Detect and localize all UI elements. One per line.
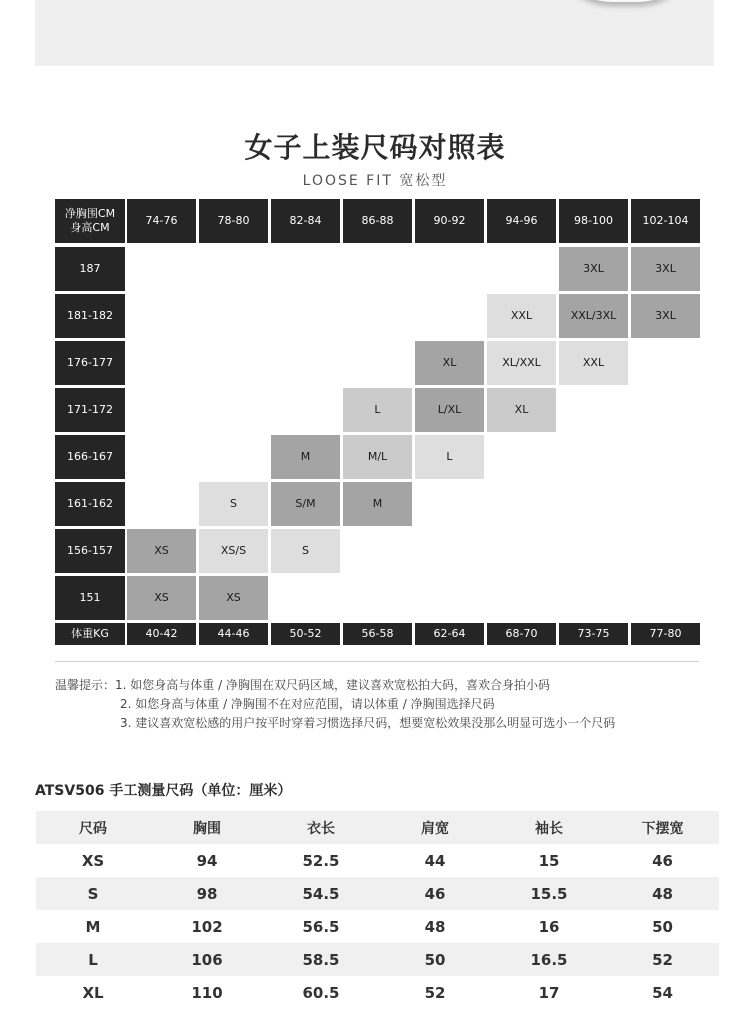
table-cell: 54.5 <box>264 877 378 910</box>
height-range-header: 161-162 <box>55 482 125 526</box>
size-cell: XXL/3XL <box>559 294 628 338</box>
size-cell: XS/S <box>199 529 268 573</box>
chest-range-header: 94-96 <box>487 199 556 243</box>
corner-header <box>55 199 125 243</box>
column-header: 肩宽 <box>378 811 492 844</box>
chest-range-header: 102-104 <box>631 199 700 243</box>
tip-1: 1. 如您身高与体重 / 净胸围在双尺码区域，建议喜欢宽松拍大码，喜欢合身拍小码 <box>115 678 550 692</box>
weight-range-header: 50-52 <box>271 623 340 645</box>
table-cell: 48 <box>424 917 446 936</box>
weight-range-header: 40-42 <box>127 623 196 645</box>
size-cell: XXL <box>559 341 628 385</box>
size-chart-subtitle: LOOSE FIT 宽松型 <box>302 173 448 189</box>
table-cell: 58.5 <box>264 943 378 976</box>
table-cell: 52.5 <box>302 851 340 870</box>
divider <box>55 661 699 662</box>
tips-prefix: 温馨提示： <box>55 678 116 692</box>
table-cell: 46 <box>652 851 673 870</box>
chest-range-header: 98-100 <box>559 199 628 243</box>
size-cell: XXL <box>487 294 556 338</box>
table-row <box>36 976 719 1009</box>
table-cell: 98 <box>150 877 264 910</box>
chest-range-header: 82-84 <box>271 199 340 243</box>
table-row <box>36 943 719 976</box>
size-cell: XL/XXL <box>487 341 556 385</box>
height-range-header: 166-167 <box>55 435 125 479</box>
size-cell: L <box>415 435 484 479</box>
table-row <box>36 877 719 910</box>
measurement-table <box>36 811 719 1009</box>
weight-range-header: 68-70 <box>487 623 556 645</box>
table-cell: 48 <box>606 877 719 910</box>
column-header: 尺码 <box>36 811 150 844</box>
size-cell: M <box>271 435 340 479</box>
size-cell: XL <box>487 388 556 432</box>
table-cell: 102 <box>191 917 223 936</box>
table-cell: 52 <box>424 983 446 1002</box>
table-cell: 44 <box>424 851 446 870</box>
tips <box>55 676 615 733</box>
weight-range-header: 73-75 <box>559 623 628 645</box>
product-image-fragment <box>550 0 700 2</box>
size-cell: XS <box>127 576 196 620</box>
size-cell: S/M <box>271 482 340 526</box>
table-cell: 54 <box>652 983 673 1002</box>
table-cell: 50 <box>378 943 492 976</box>
weight-range-header: 44-46 <box>199 623 268 645</box>
column-header: 下摆宽 <box>606 811 719 844</box>
size-cell: XL <box>415 341 484 385</box>
table-cell: 106 <box>150 943 264 976</box>
tip-3: 3. 建议喜欢宽松感的用户按平时穿着习惯选择尺码，想要宽松效果没那么明显可选小一个尺码 <box>120 716 616 730</box>
table-cell: M <box>85 917 101 936</box>
size-cell: L <box>343 388 412 432</box>
size-cell: S <box>199 482 268 526</box>
size-cell: 3XL <box>559 247 628 291</box>
height-header-label: 身高CM <box>70 221 110 234</box>
chest-range-header: 86-88 <box>343 199 412 243</box>
table-cell: 50 <box>652 917 673 936</box>
table-cell: 17 <box>538 983 560 1002</box>
table-header-row <box>36 811 719 844</box>
table-cell: XS <box>81 851 105 870</box>
column-header: 衣长 <box>264 811 378 844</box>
weight-range-header: 56-58 <box>343 623 412 645</box>
size-chart-title: 女子上装尺码对照表 <box>244 131 506 164</box>
size-cell: L/XL <box>415 388 484 432</box>
weight-range-header: 77-80 <box>631 623 700 645</box>
chest-range-header: 74-76 <box>127 199 196 243</box>
chest-range-header: 78-80 <box>199 199 268 243</box>
chest-range-header: 90-92 <box>415 199 484 243</box>
size-cell: XS <box>199 576 268 620</box>
chest-header-label: 净胸围CM <box>64 207 116 221</box>
measurement-title: ATSV506 手工测量尺码（单位：厘米） <box>35 783 292 799</box>
height-range-header: 181-182 <box>55 294 125 338</box>
size-cell: M/L <box>343 435 412 479</box>
height-range-header: 156-157 <box>55 529 125 573</box>
table-cell: 94 <box>196 851 218 870</box>
weight-header: 体重KG <box>55 623 125 645</box>
size-cell: 3XL <box>631 294 700 338</box>
column-header: 胸围 <box>150 811 264 844</box>
table-cell: 52 <box>606 943 719 976</box>
weight-range-header: 62-64 <box>415 623 484 645</box>
table-row <box>36 844 719 877</box>
table-cell: 16.5 <box>492 943 606 976</box>
table-row <box>36 910 719 943</box>
table-cell: 46 <box>378 877 492 910</box>
table-cell: 110 <box>191 983 223 1002</box>
height-range-header: 151 <box>55 576 125 620</box>
table-cell: 15.5 <box>492 877 606 910</box>
height-range-header: 171-172 <box>55 388 125 432</box>
table-cell: S <box>36 877 150 910</box>
size-cell: XS <box>127 529 196 573</box>
size-cell: S <box>271 529 340 573</box>
height-range-header: 176-177 <box>55 341 125 385</box>
table-cell: L <box>36 943 150 976</box>
table-cell: 15 <box>538 851 560 870</box>
table-cell: XL <box>82 983 104 1002</box>
column-header: 袖长 <box>492 811 606 844</box>
product-image-panel <box>35 0 714 66</box>
height-range-header: 187 <box>55 247 125 291</box>
table-cell: 56.5 <box>302 917 340 936</box>
size-cell: 3XL <box>631 247 700 291</box>
tip-2: 2. 如您身高与体重 / 净胸围不在对应范围，请以体重 / 净胸围选择尺码 <box>120 697 495 711</box>
table-cell: 16 <box>538 917 560 936</box>
size-cell: M <box>343 482 412 526</box>
table-cell: 60.5 <box>302 983 340 1002</box>
